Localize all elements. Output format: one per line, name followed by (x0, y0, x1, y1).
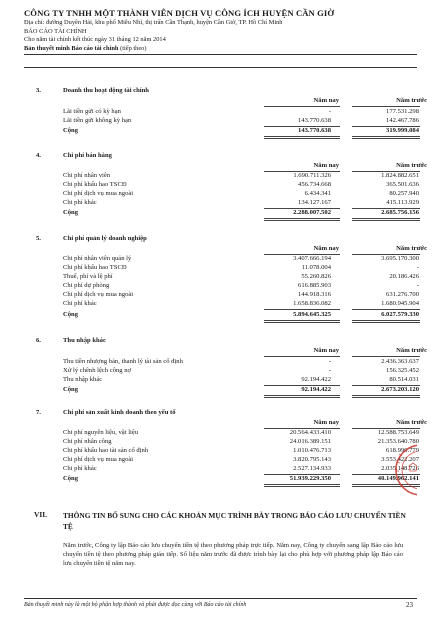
total-label: Cộng (63, 386, 79, 393)
row-previous: 631.276.700 (386, 291, 419, 298)
row-label: Chi phí khấu hao tài sản cố định (63, 447, 149, 454)
subtotal-line (264, 309, 340, 310)
col-header-underline (264, 106, 340, 107)
subtitle-bold: Bản thuyết minh Báo cáo tài chính (24, 44, 119, 52)
section-title: Chi phí bán hàng (63, 152, 112, 159)
row-current: 1.690.711.326 (293, 172, 331, 179)
table-row (63, 264, 419, 273)
row-label: Chi phí khấu hao TSCĐ (63, 264, 127, 271)
row-previous: 142.467.786 (386, 117, 419, 124)
row-current: 456.734.668 (298, 181, 331, 188)
section-3 (24, 87, 427, 137)
section-vii (24, 510, 420, 540)
col-header-current: Năm nay (313, 419, 339, 426)
row-label: Chi phí khác (63, 199, 97, 206)
total-previous: 2.685.756.156 (381, 209, 419, 216)
section-title: Doanh thu hoạt động tài chính (63, 87, 149, 94)
row-previous: 1.680.945.904 (381, 300, 419, 307)
header-rule-top (24, 54, 417, 55)
total-double-line (264, 320, 340, 323)
total-double-line (264, 218, 340, 221)
row-label: Chi phí nguyên liệu, vật liệu (63, 429, 139, 436)
row-current: 144.918.316 (298, 291, 331, 298)
row-previous: 21.353.640.780 (377, 438, 419, 445)
subtitle-rest: (tiếp theo) (118, 44, 147, 52)
row-label: Thuế, phí và lệ phí (63, 273, 113, 280)
col-header-underline (352, 106, 420, 107)
col-header-previous: Năm trước (396, 97, 427, 104)
col-header-current: Năm nay (313, 162, 339, 169)
row-previous: 618.996.779 (386, 447, 419, 454)
total-double-line (352, 320, 420, 323)
total-double-line (264, 395, 340, 398)
table-row (63, 465, 419, 474)
table-row (63, 376, 419, 385)
total-double-line (352, 218, 420, 221)
section-title: Chi phí quản lý doanh nghiệp (63, 235, 147, 242)
section-vii-paragraph: Năm trước, Công ty lập Báo cáo lưu chuyển tiền tệ theo phương pháp trực tiếp. Năm nay, Công ty chuyển sang lập Báo cáo lưu chuyển tiền tệ theo phương pháp gián tiếp. Số liệu năm trước đã được trình bày lại cho phù hợp với phương pháp lập Báo cáo lưu chuyển tiền tệ năm nay. (63, 542, 403, 568)
section-number: 4. (36, 152, 41, 159)
row-previous: 2.436.363.637 (381, 358, 419, 365)
row-current: 3.820.795.143 (293, 456, 331, 463)
company-address: Địa chỉ: đường Duyên Hải, khu phố Miễu Nhì, thị trấn Cần Thạnh, huyện Cần Giờ, TP. Hồ Chí Minh (24, 19, 283, 26)
section-5 (24, 235, 427, 325)
table-row (63, 255, 419, 264)
table-row (63, 447, 419, 456)
col-header-underline (352, 356, 420, 357)
section-title: Thu nhập khác (63, 337, 106, 344)
row-label: Chi phí nhân công (63, 438, 112, 445)
table-row (63, 429, 419, 438)
footer-rule (24, 598, 417, 599)
col-header-previous: Năm trước (396, 245, 427, 252)
table-row (63, 117, 419, 126)
section-number: 3. (36, 87, 41, 94)
row-current: 1.658.836.082 (293, 300, 331, 307)
table-row (63, 282, 419, 291)
row-previous: 3.695.170.300 (381, 255, 419, 262)
total-previous: 6.027.579.330 (381, 311, 419, 318)
table-row (63, 456, 419, 465)
col-header-previous: Năm trước (396, 419, 427, 426)
table-row (63, 172, 419, 181)
table-row (63, 190, 419, 199)
table-row (63, 358, 419, 367)
row-label: Chi phí nhân viên quản lý (63, 255, 132, 262)
table-row (63, 181, 419, 190)
row-current: 92.194.422 (301, 376, 331, 383)
row-previous: 156.325.452 (386, 367, 419, 374)
total-previous: 2.673.203.120 (381, 386, 419, 393)
row-label: Xử lý chênh lệch công nợ (63, 367, 132, 374)
section-number: 7. (36, 409, 41, 416)
section-title: THÔNG TIN BỔ SUNG CHO CÁC KHOẢN MỤC TRÌNH BÀY TRONG BÁO CÁO LƯU CHUYỂN TIỀN TỆ (63, 511, 406, 531)
row-previous: 12.588.753.649 (377, 429, 419, 436)
row-previous: - (416, 282, 419, 289)
row-label: Chi phí dự phòng (63, 282, 110, 289)
row-previous: 177.531.298 (386, 108, 419, 115)
table-row (63, 367, 419, 376)
table-row (63, 108, 419, 117)
table-row (63, 438, 419, 447)
total-current: 143.770.638 (298, 127, 331, 134)
row-label: Chi phí khác (63, 300, 97, 307)
row-label: Thu nhập khác (63, 376, 103, 383)
row-current: 24.016.389.151 (289, 438, 331, 445)
section-title: Chi phí sản xuất kinh doanh theo yếu tố (63, 409, 176, 416)
total-double-line (352, 395, 420, 398)
row-label: Chi phí dịch vụ mua ngoài (63, 291, 134, 298)
row-label: Chi phí nhân viên (63, 172, 111, 179)
total-current: 2.288.007.502 (293, 209, 331, 216)
footer-note: Bản thuyết minh này là một bộ phận hợp thành và phải được đọc cùng với Báo cáo tài chính (24, 602, 247, 608)
company-name: CÔNG TY TNHH MỘT THÀNH VIÊN DỊCH VỤ CÔNG ÍCH HUYỆN CẦN GIỜ (24, 8, 335, 18)
col-header-current: Năm nay (313, 97, 339, 104)
row-current: 1.010.476.713 (293, 447, 331, 454)
row-label: Chi phí khấu hao TSCĐ (63, 181, 127, 188)
table-row (63, 300, 419, 309)
section-4 (24, 152, 427, 222)
row-label: Chi phí dịch vụ mua ngoài (63, 456, 134, 463)
row-current: 20.564.433.410 (289, 429, 331, 436)
report-subtitle (24, 45, 421, 54)
row-previous: 2.035.148.726 (381, 465, 419, 472)
section-number: 5. (36, 235, 41, 242)
company-seal-stamp (387, 444, 417, 496)
row-label: Lãi tiền gửi không kỳ hạn (63, 117, 132, 124)
subtotal-line (352, 309, 420, 310)
section-number: VII. (34, 510, 47, 519)
row-previous: 415.113.929 (386, 199, 419, 206)
row-current: - (328, 108, 331, 115)
section-7 (24, 409, 427, 489)
total-double-line (264, 136, 340, 139)
col-header-previous: Năm trước (396, 162, 427, 169)
total-label: Cộng (63, 475, 79, 482)
row-previous: - (416, 264, 419, 271)
table-row (63, 273, 419, 282)
row-label: Thu tiền nhượng bán, thanh lý tài sản cố định (63, 358, 183, 365)
row-current: 55.260.826 (301, 273, 331, 280)
total-double-line (264, 484, 340, 487)
total-previous: 319.999.084 (386, 127, 419, 134)
row-label: Chi phí dịch vụ mua ngoài (63, 190, 134, 197)
row-previous: 3.553.422.207 (381, 456, 419, 463)
section-number: 6. (36, 337, 41, 344)
report-title: BÁO CÁO TÀI CHÍNH (24, 27, 87, 35)
total-current: 51.939.229.350 (289, 475, 331, 482)
total-row (63, 386, 419, 395)
section-6 (24, 337, 427, 407)
row-current: - (328, 367, 331, 374)
report-period: Cho năm tài chính kết thúc ngày 31 tháng 12 năm 2014 (24, 36, 166, 44)
col-header-current: Năm nay (313, 245, 339, 252)
total-label: Cộng (63, 127, 79, 134)
row-current: 134.127.167 (298, 199, 331, 206)
total-current: 5.894.645.325 (293, 311, 331, 318)
total-previous: 40.149.962.141 (377, 475, 419, 482)
table-row (63, 291, 419, 300)
row-previous: 80.514.031 (389, 376, 419, 383)
row-previous: 365.501.636 (386, 181, 419, 188)
col-header-current: Năm nay (313, 347, 339, 354)
document-header (24, 8, 421, 53)
col-header-previous: Năm trước (396, 347, 427, 354)
header-rule-bottom (24, 67, 417, 68)
row-current: 11.078.004 (301, 264, 331, 271)
total-label: Cộng (63, 209, 79, 216)
page-number: 23 (406, 601, 413, 609)
total-row (63, 127, 419, 136)
row-current: 6.434.341 (304, 190, 331, 197)
col-header-underline (264, 356, 340, 357)
total-current: 92.194.422 (301, 386, 331, 393)
row-current: 3.407.666.194 (293, 255, 331, 262)
total-row (63, 209, 419, 218)
row-current: 2.527.134.933 (293, 465, 331, 472)
total-row (63, 311, 419, 320)
row-current: 143.770.638 (298, 117, 331, 124)
row-current: - (328, 358, 331, 365)
table-row (63, 199, 419, 208)
row-previous: 80.257.940 (389, 190, 419, 197)
total-label: Cộng (63, 311, 79, 318)
row-previous: 1.824.882.651 (381, 172, 419, 179)
total-double-line (352, 136, 420, 139)
row-label: Chi phí khác (63, 465, 97, 472)
row-previous: 20.186.426 (389, 273, 419, 280)
row-label: Lãi tiền gửi có kỳ hạn (63, 108, 121, 115)
row-current: 616.885.903 (298, 282, 331, 289)
total-row (63, 475, 419, 484)
